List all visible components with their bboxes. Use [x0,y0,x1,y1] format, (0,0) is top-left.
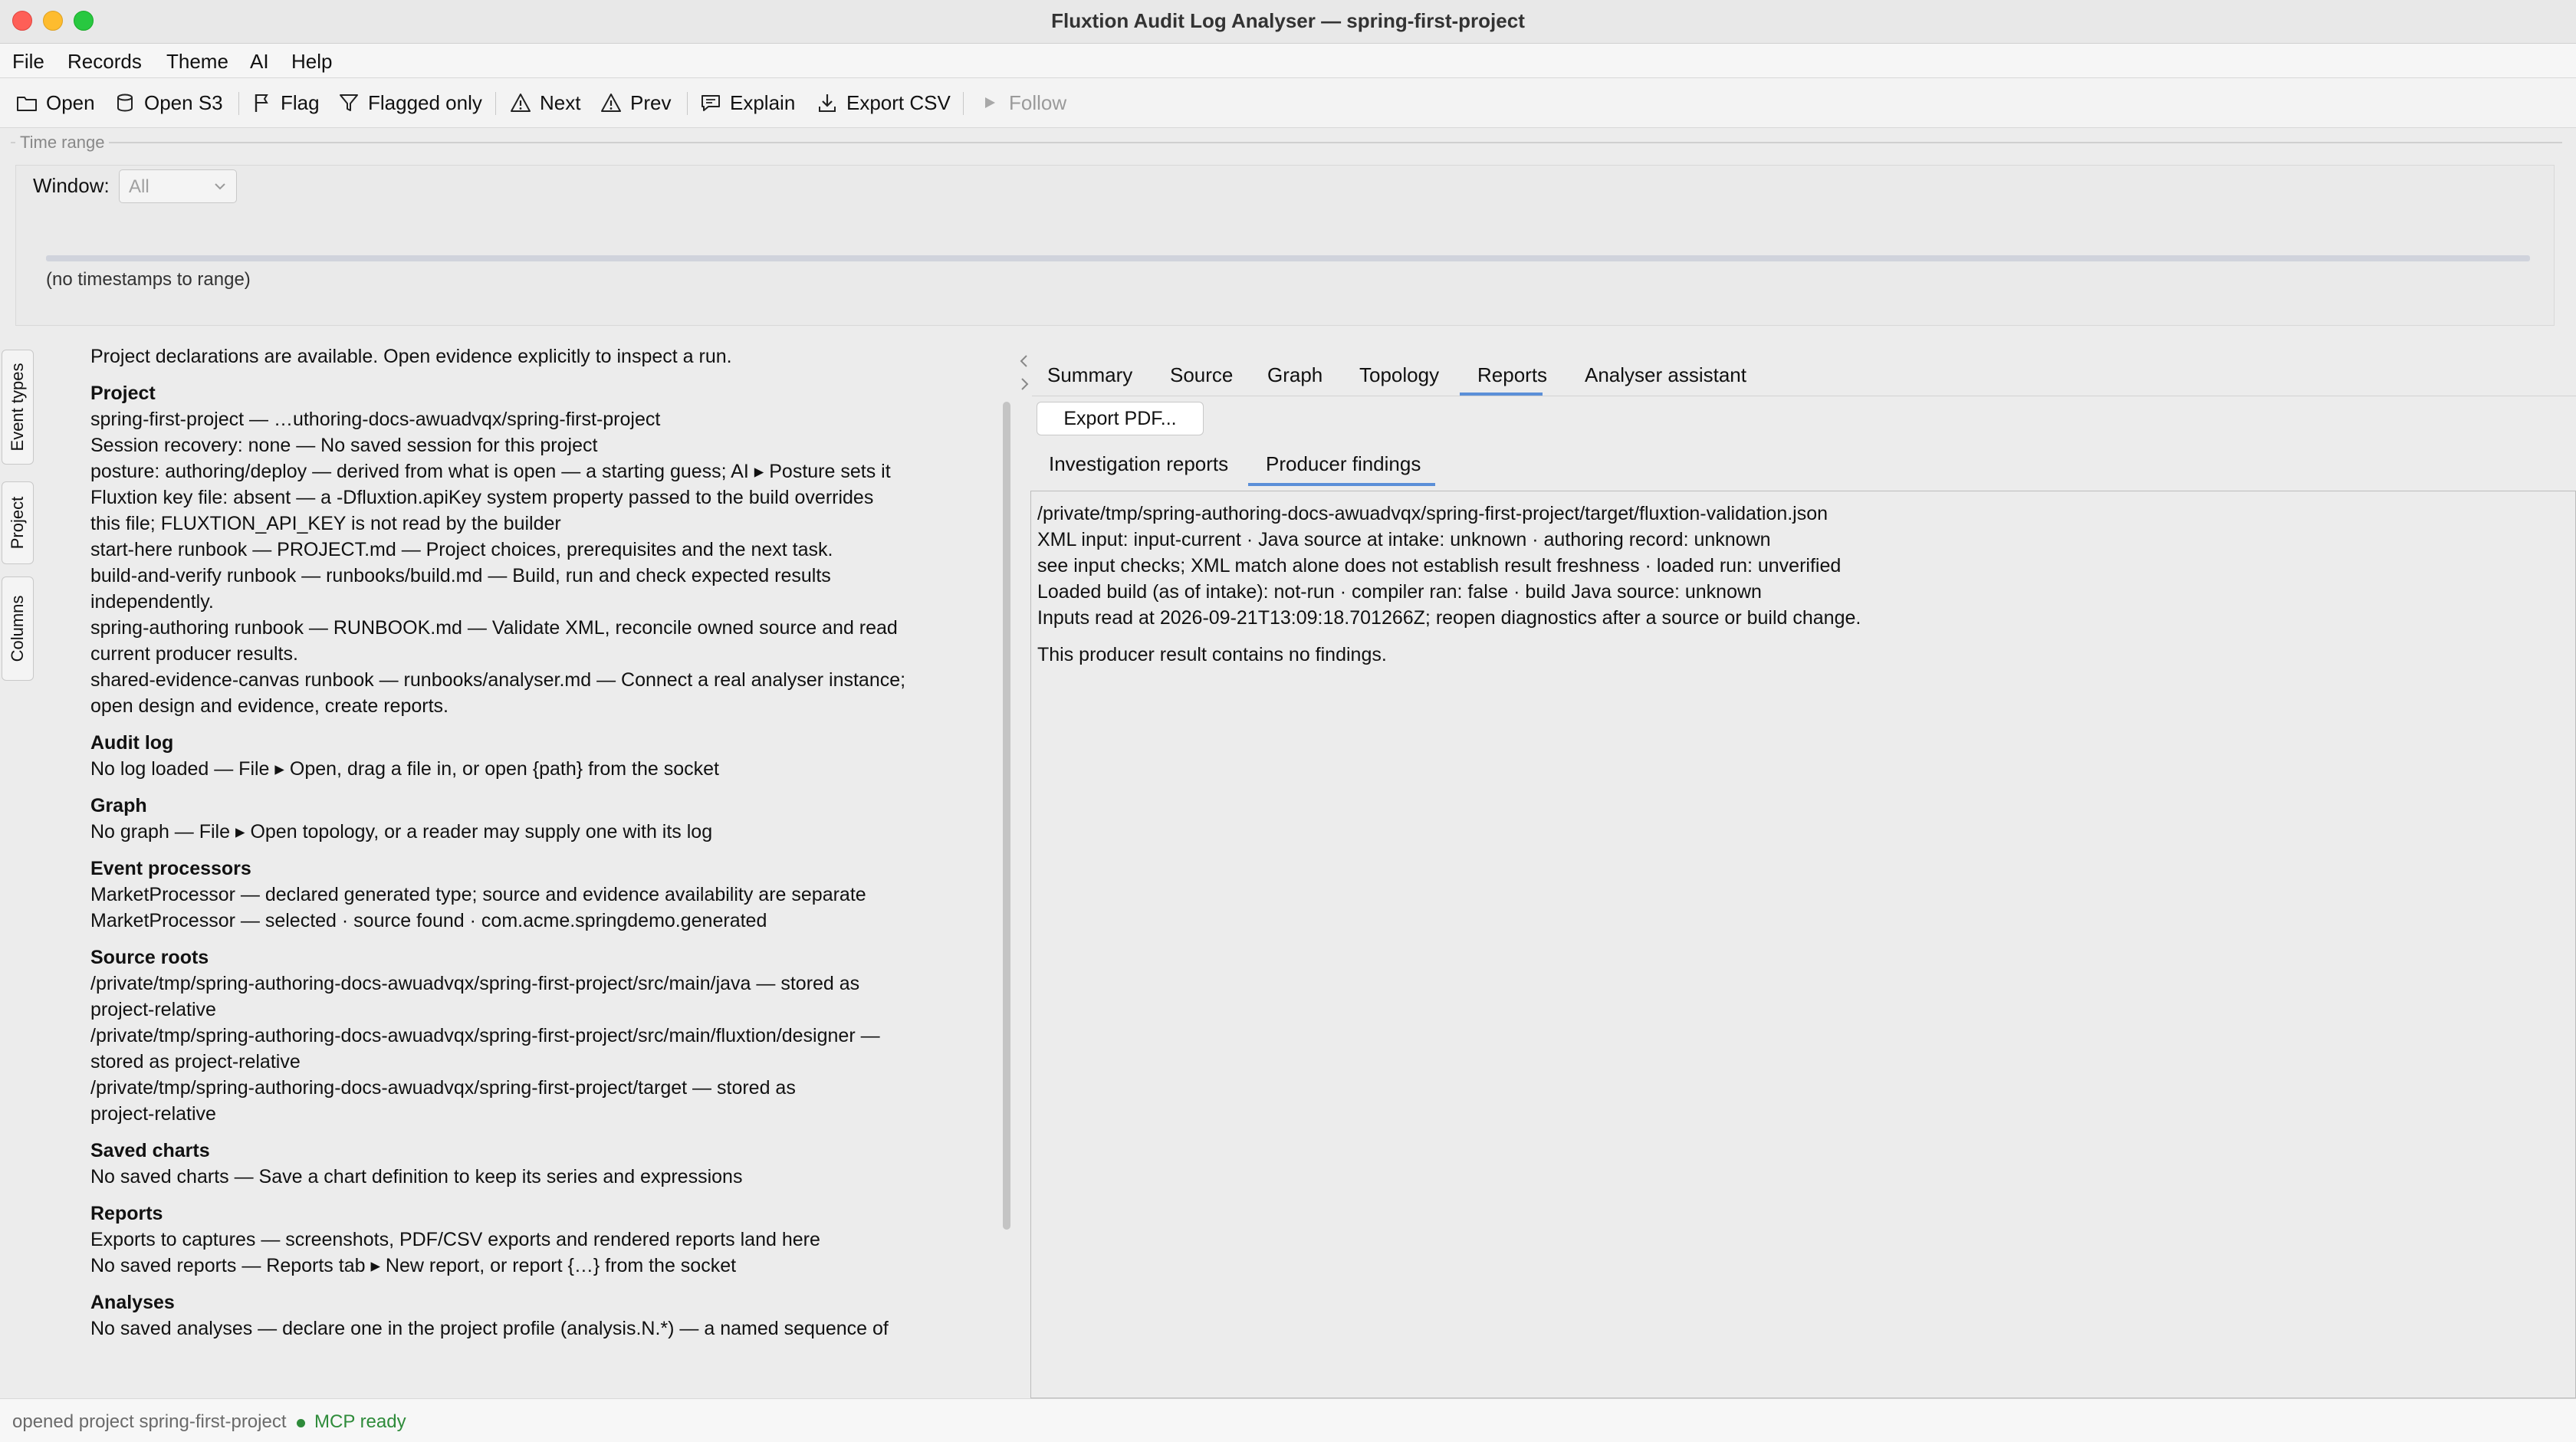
project-sections [90,380,995,1342]
project-section-line: Session recovery: none — No saved session for this project [90,435,598,456]
menu-bar [0,44,2576,78]
project-section-line: /private/tmp/spring-authoring-docs-awuadvqx/spring-first-project/src/main/java — stored as [90,973,860,994]
open-s3-label: Open S3 [144,90,223,114]
project-section-heading: Graph [90,795,147,816]
follow-label: Follow [1009,90,1067,114]
active-tab-indicator [1460,393,1543,396]
project-panel [38,348,1012,1398]
tab-analyser-assistant[interactable]: Analyser assistant [1585,363,1746,386]
project-section-line: /private/tmp/spring-authoring-docs-awuadvqx/spring-first-project/src/main/fluxtion/designer — [90,1025,880,1046]
project-section-line: Exports to captures — screenshots, PDF/CSV exports and rendered reports land here [90,1229,820,1250]
window-select-value: All [129,176,150,197]
side-tab-project[interactable] [2,481,34,564]
window-title: Fluxtion Audit Log Analyser — spring-first-project [1051,9,1525,32]
toolbar-separator [963,92,964,115]
project-section-line: /private/tmp/spring-authoring-docs-awuadvqx/spring-first-project/target — stored as [90,1077,796,1099]
project-section-line: No saved reports — Reports tab ▸ New report, or report {…} from the socket [90,1255,737,1276]
export-csv-label: Export CSV [846,90,951,114]
subtab-producer-findings[interactable]: Producer findings [1266,452,1421,475]
project-section-heading: Saved charts [90,1140,210,1161]
project-section-line: No graph — File ▸ Open topology, or a reader may supply one with its log [90,821,713,843]
prev-label: Prev [630,90,672,114]
export-pdf-button[interactable]: Export PDF... [1037,402,1204,435]
project-section-line: project-relative [90,1103,216,1125]
tab-reports[interactable]: Reports [1477,363,1548,386]
subtab-investigation-reports[interactable]: Investigation reports [1049,452,1229,475]
menu-theme[interactable]: Theme [166,50,228,73]
title-bar [0,0,2576,44]
active-subtab-indicator [1248,483,1435,486]
status-bar [0,1398,2576,1442]
findings-line: Loaded build (as of intake): not-run · compiler ran: false · build Java source: unknown [1037,581,1762,603]
flagged-only-label: Flagged only [368,90,482,114]
menu-records[interactable]: Records [67,50,142,73]
time-range-legend: Time range [15,133,109,153]
time-range-divider [11,142,2562,143]
tab-source[interactable]: Source [1170,363,1234,386]
project-section-line: current producer results. [90,643,298,665]
mcp-status: MCP ready [314,1411,406,1432]
tab-summary[interactable]: Summary [1047,363,1133,386]
side-tab-strip [0,348,37,1398]
tab-scroll-arrows[interactable] [1017,348,1032,397]
project-section-line: build-and-verify runbook — runbooks/build.md — Build, run and check expected results [90,565,831,586]
tab-graph[interactable]: Graph [1267,363,1323,386]
side-tab-columns[interactable] [2,576,34,681]
flag-button[interactable] [250,87,320,118]
menu-ai[interactable]: AI [250,50,269,73]
project-section-line: spring-authoring runbook — RUNBOOK.md — Validate XML, reconcile owned source and read [90,617,898,639]
project-intro: Project declarations are available. Open evidence explicitly to inspect a run. [90,348,732,367]
chat-icon [699,91,722,114]
toolbar-separator [238,92,239,115]
project-section-line: independently. [90,591,214,613]
findings-empty-message: This producer result contains no findings. [1037,644,1387,665]
project-section-heading: Source roots [90,947,209,968]
project-section-line: MarketProcessor — selected · source found · com.acme.springdemo.generated [90,910,767,931]
play-icon [978,91,1001,114]
menu-file[interactable]: File [12,50,44,73]
project-section-heading: Event processors [90,858,251,879]
project-section-heading: Reports [90,1203,163,1224]
menu-help[interactable]: Help [291,50,333,73]
side-tab-label: Columns [8,595,27,662]
follow-button[interactable] [978,87,1066,118]
chevron-down-icon [213,179,227,193]
next-label: Next [540,90,581,114]
project-section-heading: Project [90,383,156,404]
project-scrollbar[interactable] [1003,402,1010,1230]
project-section-line: project-relative [90,999,216,1020]
toolbar-separator [687,92,688,115]
download-icon [816,91,839,114]
producer-findings-view[interactable] [1030,491,2576,1398]
filter-icon [337,91,360,114]
time-range-panel [0,128,2576,348]
window-select[interactable] [119,169,237,203]
findings-text [1037,501,1861,668]
project-section-line: MarketProcessor — declared generated type; source and evidence availability are separate [90,884,866,905]
toolbar [0,78,2576,128]
explain-button[interactable] [699,87,795,118]
mcp-status-dot [297,1419,305,1427]
open-button[interactable] [15,87,95,118]
side-tab-label: Project [8,496,27,550]
database-icon [113,91,136,114]
project-section-line: start-here runbook — PROJECT.md — Project choices, prerequisites and the next task. [90,539,833,560]
project-section-line: shared-evidence-canvas runbook — runbooks/analyser.md — Connect a real analyser instance; [90,669,906,691]
time-range-slider[interactable] [46,255,2530,261]
open-label: Open [46,90,95,114]
findings-line: Inputs read at 2026-09-21T13:09:18.701266Z; reopen diagnostics after a source or build change. [1037,607,1861,629]
findings-line: /private/tmp/spring-authoring-docs-awuadvqx/spring-first-project/target/fluxtion-validation.json [1037,503,1829,524]
next-button[interactable] [509,87,580,118]
project-section-line: this file; FLUXTION_API_KEY is not read by the builder [90,513,561,534]
flagged-only-button[interactable] [337,87,482,118]
findings-line: XML input: input-current · Java source at intake: unknown · authoring record: unknown [1037,529,1771,550]
warning-icon [509,91,532,114]
findings-line: see input checks; XML match alone does not establish result freshness · loaded run: unverified [1037,555,1842,576]
project-section-line: spring-first-project — …uthoring-docs-awuadvqx/spring-first-project [90,409,661,430]
project-section-heading: Audit log [90,732,174,754]
side-tab-label: Event types [8,363,27,452]
window-label: Window: [33,174,110,197]
project-section-line: open design and evidence, create reports. [90,695,449,717]
project-section-line: Fluxtion key file: absent — a -Dfluxtion.apiKey system property passed to the build overrides [90,487,874,508]
prev-button[interactable] [600,87,671,118]
warning-icon [600,91,623,114]
time-range-box [15,165,2555,326]
project-section-heading: Analyses [90,1292,175,1313]
folder-icon [15,91,38,114]
explain-label: Explain [730,90,796,114]
export-csv-button[interactable] [816,87,951,118]
project-section-line: No log loaded — File ▸ Open, drag a file in, or open {path} from the socket [90,758,719,780]
time-range-status: (no timestamps to range) [46,269,251,290]
chevron-left-icon [1017,348,1032,397]
flag-label: Flag [281,90,320,114]
open-s3-button[interactable] [113,87,223,118]
toolbar-separator [495,92,496,115]
detail-panel [1012,348,2576,1398]
project-section-line: posture: authoring/deploy — derived from what is open — a starting guess; AI ▸ Posture sets it [90,461,891,482]
project-section-line: stored as project-relative [90,1051,301,1072]
project-section-line: No saved analyses — declare one in the project profile (analysis.N.*) — a named sequence of [90,1318,889,1339]
findings-lines [1037,501,1861,631]
status-message: opened project spring-first-project [12,1411,287,1432]
project-content [90,348,995,1342]
side-tab-event-types[interactable] [2,350,34,465]
tab-topology[interactable]: Topology [1359,363,1440,386]
project-section-line: No saved charts — Save a chart definition to keep its series and expressions [90,1166,743,1187]
flag-icon [250,91,273,114]
